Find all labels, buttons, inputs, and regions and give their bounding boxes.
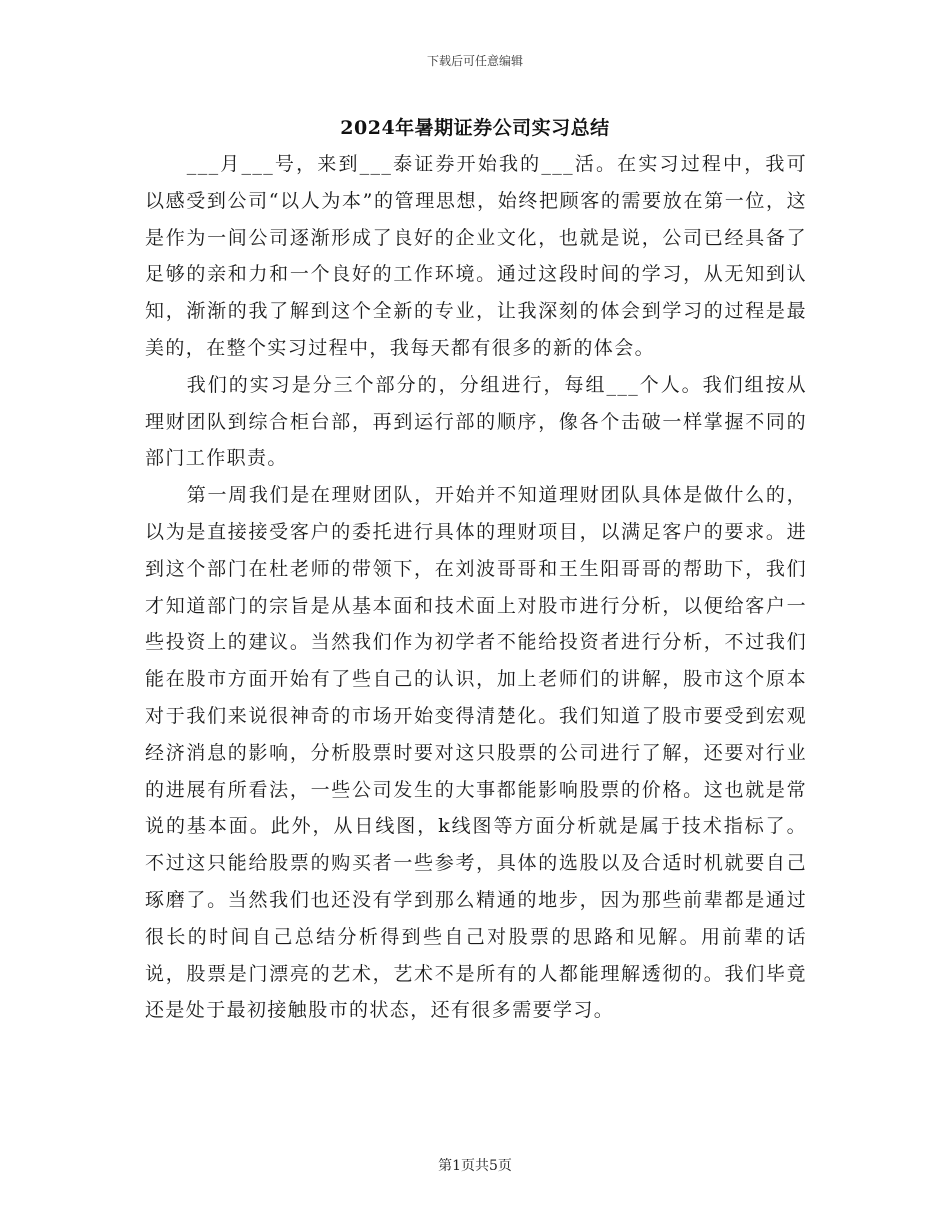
- header-note: 下载后可任意编辑: [426, 54, 523, 68]
- paragraph-2: 我们的实习是分三个部分的，分组进行，每组___个人。我们组按从理财团队到综合柜台部，再到运行部的顺序，像各个击破一样掌握不同的部门工作职责。: [145, 373, 807, 470]
- document-body: [145, 146, 807, 1029]
- paragraph-3: 第一周我们是在理财团队，开始并不知道理财团队具体是做什么的，以为是直接接受客户的委托进行具体的理财项目，以满足客户的要求。进到这个部门在杜老师的带领下，在刘波哥哥和王生阳哥哥的帮助下，我们才知道部门的宗旨是从基本面和技术面上对股市进行分析，以便给客户一些投资上的建议。当然我们作为初学者不能给投资者进行分析，不过我们能在股市方面开始有了些自己的认识，加上老师们的讲解，股市这个原本对于我们来说很神奇的市场开始变得清楚化。我们知道了股市要受到宏观经济消息的影响，分析股票时要对这只股票的公司进行了解，还要对行业的进展有所看法，一些公司发生的大事都能影响股票的价格。这也就是常说的基本面。此外，从日线图，k线图等方面分析就是属于技术指标了。不过这只能给股票的购买者一些参考，具体的选股以及合适时机就要自己琢磨了。当然我们也还没有学到那么精通的地步，因为那些前辈都是通过很长的时间自己总结分析得到些自己对股票的思路和见解。用前辈的话说，股票是门漂亮的艺术，艺术不是所有的人都能理解透彻的。我们毕竟还是处于最初接触股市的状态，还有很多需要学习。: [145, 484, 807, 1022]
- document-title: 2024年暑期证券公司实习总结: [340, 117, 610, 139]
- page-number: 第1页共5页: [438, 1158, 512, 1174]
- paragraph-1: ___月___号，来到___泰证券开始我的___活。在实习过程中，我可以感受到公司“以人为本”的管理思想，始终把顾客的需要放在第一位，这是作为一间公司逐渐形成了良好的企业文化，也就是说，公司已经具备了足够的亲和力和一个良好的工作环境。通过这段时间的学习，从无知到认知，渐渐的我了解到这个全新的专业，让我深刻的体会到学习的过程是最美的，在整个实习过程中，我每天都有很多的新的体会。: [145, 153, 807, 359]
